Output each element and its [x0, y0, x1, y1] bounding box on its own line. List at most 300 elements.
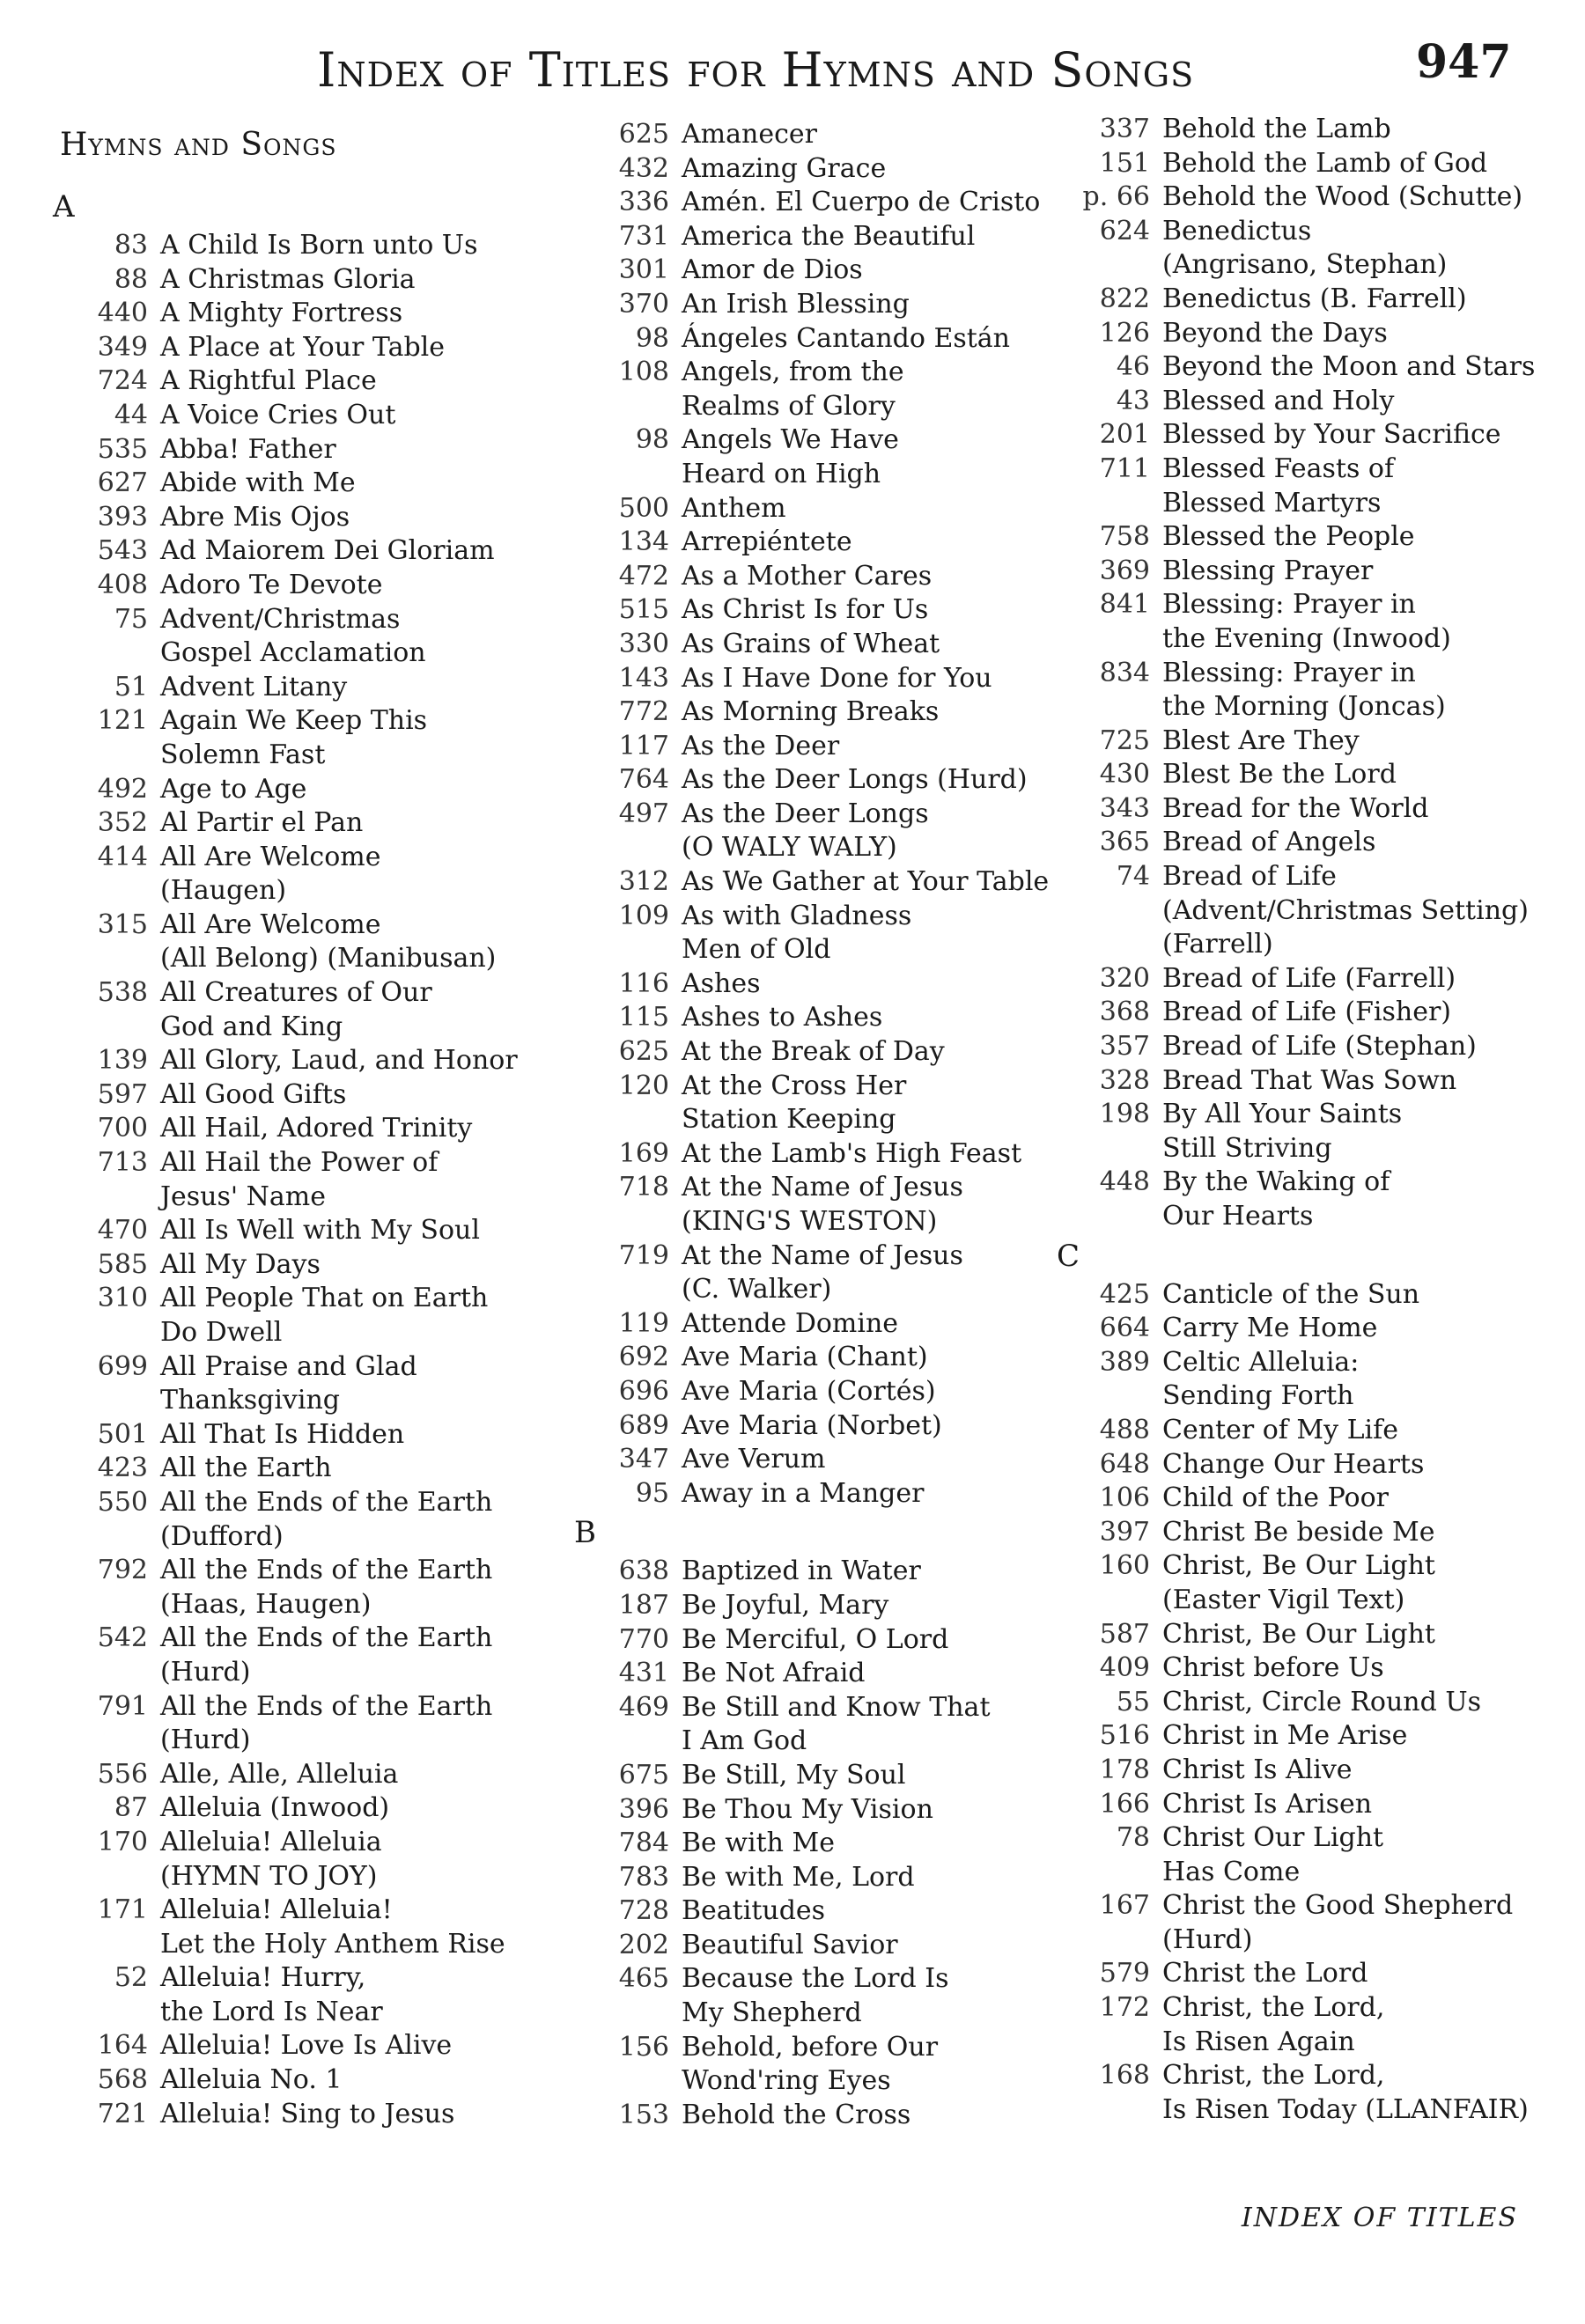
index-entry: [574, 1759, 1067, 1793]
hymn-title: Beautiful Savior: [682, 1929, 898, 1960]
hymn-title: By the Waking of Our Hearts: [1162, 1166, 1390, 1232]
hymn-title: Be Still, My Soul: [682, 1759, 906, 1791]
hymn-number: 156: [618, 2031, 669, 2063]
index-entry: [53, 1282, 546, 1350]
hymn-title: All Praise and Glad Thanksgiving: [160, 1350, 417, 1416]
hymn-title: Arrepiéntete: [682, 526, 852, 558]
hymn-number: 488: [1099, 1414, 1150, 1445]
hymn-title: All Creatures of Our God and King: [160, 977, 432, 1042]
hymn-title: Child of the Poor: [1162, 1482, 1390, 1514]
index-entry: [53, 1112, 546, 1146]
index-entry: [1057, 1030, 1550, 1064]
hymn-number: 368: [1099, 997, 1150, 1028]
hymn-title: Be with Me, Lord: [682, 1861, 915, 1893]
index-entry: [1057, 350, 1550, 385]
hymn-number: 718: [618, 1172, 669, 1203]
index-entry: [574, 1827, 1067, 1861]
index-entry: [574, 730, 1067, 764]
hymn-title: Blessing: Prayer in the Morning (Joncas): [1162, 657, 1446, 723]
hymn-number: 119: [618, 1307, 669, 1339]
hymn-title: Ave Verum: [682, 1444, 826, 1475]
hymn-title: A Rightful Place: [160, 365, 377, 397]
index-entry: [574, 662, 1067, 696]
hymn-number: 178: [1099, 1754, 1150, 1785]
hymn-title: Attende Domine: [682, 1307, 899, 1339]
hymn-number: p. 66: [1082, 181, 1150, 213]
hymn-title: Bread of Life (Advent/Christmas Setting) (Farrell): [1162, 861, 1529, 960]
index-entry: [53, 1826, 546, 1894]
hymn-number: 535: [97, 433, 148, 465]
hymn-number: 728: [618, 1895, 669, 1927]
hymn-title: Change Our Hearts: [1162, 1448, 1425, 1480]
index-entry: [574, 1477, 1067, 1511]
hymn-title: Advent Litany: [160, 671, 348, 702]
hymn-title: Behold, before Our Wond'ring Eyes: [682, 2031, 939, 2097]
index-entry: [574, 322, 1067, 357]
index-entry: [53, 1350, 546, 1418]
hymn-number: 187: [618, 1589, 669, 1621]
index-entry: [574, 220, 1067, 254]
hymn-title: Angels We Have Heard on High: [682, 424, 899, 489]
index-entry: [53, 2063, 546, 2098]
index-entry: [1057, 1651, 1550, 1686]
hymn-number: 543: [97, 535, 148, 567]
hymn-number: 109: [618, 900, 669, 931]
hymn-title: A Place at Your Table: [160, 331, 446, 363]
index-entry: [53, 569, 546, 603]
hymn-number: 409: [1099, 1652, 1150, 1684]
hymn-title: Be Still and Know That I Am God: [682, 1691, 991, 1757]
index-entry: [574, 2099, 1067, 2133]
index-entry: [1057, 860, 1550, 962]
index-entry: [574, 798, 1067, 865]
index-entry: [1057, 792, 1550, 827]
index-entry: [53, 1248, 546, 1283]
index-entry: [1057, 113, 1550, 147]
hymn-title: Bread of Life (Fisher): [1162, 997, 1452, 1028]
index-entry: [1057, 317, 1550, 351]
index-entry: [574, 2031, 1067, 2099]
hymn-title: At the Lamb's High Feast: [682, 1137, 1022, 1169]
hymn-title: All Good Gifts: [160, 1078, 347, 1110]
index-entry: [574, 1375, 1067, 1409]
hymn-number: 169: [618, 1137, 669, 1169]
hymn-number: 822: [1099, 283, 1150, 314]
hymn-title: All the Ends of the Earth (Hurd): [160, 1622, 493, 1688]
hymn-title: Blest Be the Lord: [1162, 759, 1397, 791]
hymn-number: 75: [114, 603, 148, 635]
hymn-title: Center of My Life: [1162, 1414, 1398, 1445]
index-entry: [1057, 555, 1550, 589]
index-entry: [53, 1961, 546, 2029]
hymn-number: 469: [618, 1691, 669, 1723]
hymn-number: 770: [618, 1623, 669, 1655]
hymn-number: 624: [1099, 215, 1150, 246]
hymn-title: At the Name of Jesus (C. Walker): [682, 1239, 963, 1305]
hymn-number: 841: [1099, 589, 1150, 621]
index-entry: [53, 1758, 546, 1792]
hymn-number: 143: [618, 662, 669, 694]
index-entry: [574, 1341, 1067, 1375]
hymn-number: 301: [618, 254, 669, 286]
index-entry: [53, 467, 546, 501]
hymn-number: 55: [1116, 1686, 1150, 1717]
hymn-title: Blessing Prayer: [1162, 555, 1374, 586]
hymn-title: All the Ends of the Earth (Hurd): [160, 1690, 493, 1756]
hymn-number: 784: [618, 1828, 669, 1859]
hymn-number: 713: [97, 1147, 148, 1179]
index-entry: [53, 1146, 546, 1214]
hymn-number: 370: [618, 288, 669, 320]
hymn-title: Because the Lord Is My Shepherd: [682, 1963, 949, 2029]
hymn-number: 772: [618, 696, 669, 728]
hymn-title: Beatitudes: [682, 1895, 826, 1927]
hymn-title: Celtic Alleluia: Sending Forth: [1162, 1346, 1360, 1412]
index-entry: [1057, 657, 1550, 724]
index-entry: [53, 1690, 546, 1758]
hymn-title: All Are Welcome (All Belong) (Manibusan): [160, 908, 497, 974]
hymn-title: A Christmas Gloria: [160, 263, 416, 295]
index-entry: [53, 908, 546, 976]
index-entry: [1057, 1278, 1550, 1313]
hymn-title: Al Partir el Pan: [160, 807, 364, 839]
index-entry: [574, 288, 1067, 322]
hymn-number: 397: [1099, 1516, 1150, 1548]
index-entry: [53, 704, 546, 772]
index-entry: [574, 1171, 1067, 1239]
hymn-title: Alleluia! Sing to Jesus: [160, 2098, 455, 2129]
index-entry: [574, 526, 1067, 560]
hymn-number: 396: [618, 1793, 669, 1825]
hymn-number: 719: [618, 1239, 669, 1271]
hymn-number: 115: [618, 1002, 669, 1033]
index-column-2: [574, 118, 1067, 2132]
hymn-title: All People That on Earth Do Dwell: [160, 1283, 489, 1348]
hymn-number: 834: [1099, 657, 1150, 688]
index-entry: [574, 560, 1067, 594]
hymn-number: 538: [97, 977, 148, 1009]
hymn-number: 117: [618, 730, 669, 761]
index-column-1: [53, 185, 546, 2131]
hymn-title: Benedictus (B. Farrell): [1162, 283, 1467, 314]
hymn-number: 638: [618, 1555, 669, 1587]
index-entry: [1057, 1719, 1550, 1754]
page-footer: INDEX OF TITLES: [1241, 2203, 1518, 2233]
index-entry: [574, 763, 1067, 798]
hymn-number: 568: [97, 2064, 148, 2096]
hymn-number: 98: [635, 424, 669, 456]
hymn-number: 465: [618, 1963, 669, 1995]
hymn-number: 51: [114, 671, 148, 702]
index-entry: [1057, 520, 1550, 555]
hymn-number: 134: [618, 526, 669, 558]
hymn-title: Be with Me: [682, 1828, 835, 1859]
hymn-title: Christ before Us: [1162, 1652, 1384, 1684]
hymn-title: Benedictus (Angrisano, Stephan): [1162, 215, 1448, 281]
index-entry: [1057, 724, 1550, 759]
hymn-number: 689: [618, 1409, 669, 1441]
index-entry: [1057, 385, 1550, 419]
hymn-title: Carry Me Home: [1162, 1313, 1378, 1344]
hymn-title: A Mighty Fortress: [160, 298, 403, 329]
index-entry: [574, 967, 1067, 1002]
hymn-title: Blessed Feasts of Blessed Martyrs: [1162, 452, 1395, 518]
hymn-title: As a Mother Cares: [682, 560, 933, 592]
hymn-number: 126: [1099, 317, 1150, 349]
hymn-title: Christ Is Arisen: [1162, 1788, 1373, 1820]
hymn-number: 312: [618, 866, 669, 898]
hymn-title: Ashes to Ashes: [682, 1002, 883, 1033]
hymn-number: 369: [1099, 555, 1150, 586]
index-column-3: [1057, 113, 1550, 2127]
hymn-number: 170: [97, 1826, 148, 1857]
hymn-number: 425: [1099, 1278, 1150, 1310]
hymn-number: 87: [114, 1792, 148, 1824]
hymn-number: 121: [97, 705, 148, 737]
index-entry: [53, 1078, 546, 1113]
hymn-title: Blessing: Prayer in the Evening (Inwood): [1162, 589, 1451, 654]
index-entry: [574, 1409, 1067, 1444]
index-entry: [574, 1035, 1067, 1070]
index-entry: [1057, 758, 1550, 792]
hymn-title: America the Beautiful: [682, 220, 976, 252]
index-entry: [53, 263, 546, 298]
hymn-number: 116: [618, 967, 669, 999]
index-entry: [53, 671, 546, 705]
index-entry: [574, 1861, 1067, 1895]
hymn-title: Be Thou My Vision: [682, 1793, 933, 1825]
hymn-title: As I Have Done for You: [682, 662, 992, 694]
hymn-number: 711: [1099, 452, 1150, 484]
hymn-title: A Child Is Born unto Us: [160, 230, 478, 261]
hymn-title: Ángeles Cantando Están: [682, 322, 1011, 354]
hymn-title: Ave Maria (Cortés): [682, 1375, 936, 1407]
hymn-number: 98: [635, 322, 669, 354]
hymn-title: Amanecer: [682, 119, 817, 150]
index-entry: [1057, 1821, 1550, 1889]
hymn-title: All Are Welcome (Haugen): [160, 841, 381, 907]
index-entry: [1057, 962, 1550, 997]
index-entry: [53, 229, 546, 263]
index-entry: [53, 1622, 546, 1689]
page-number: 947: [1416, 35, 1512, 89]
hymn-number: 470: [97, 1215, 148, 1247]
index-entry: [53, 841, 546, 908]
index-entry: [53, 399, 546, 433]
hymn-number: 74: [1116, 861, 1150, 893]
hymn-number: 792: [97, 1555, 148, 1586]
hymn-number: 365: [1099, 827, 1150, 858]
hymn-number: 472: [618, 560, 669, 592]
index-entry: [574, 900, 1067, 967]
hymn-title: Ad Maiorem Dei Gloriam: [160, 535, 495, 567]
index-entry: [1057, 1754, 1550, 1788]
index-entry: [1057, 1788, 1550, 1822]
index-entry: [1057, 588, 1550, 656]
hymn-title: Behold the Lamb: [1162, 114, 1391, 144]
hymn-title: As Grains of Wheat: [682, 628, 940, 659]
index-entry: [574, 492, 1067, 526]
index-entry: [53, 773, 546, 807]
index-entry: [1057, 418, 1550, 452]
hymn-title: Beyond the Days: [1162, 317, 1388, 349]
section-title: Hymns and Songs: [60, 127, 337, 163]
hymn-title: At the Break of Day: [682, 1036, 945, 1068]
hymn-number: 648: [1099, 1448, 1150, 1480]
hymn-title: All Is Well with My Soul: [160, 1215, 480, 1247]
hymn-number: 393: [97, 501, 148, 533]
hymn-title: Be Merciful, O Lord: [682, 1623, 949, 1655]
index-entry: [1057, 1064, 1550, 1099]
index-entry: [574, 1307, 1067, 1342]
hymn-number: 320: [1099, 962, 1150, 994]
index-entry: [574, 1239, 1067, 1307]
index-entry: [1057, 283, 1550, 317]
hymn-title: All That Is Hidden: [160, 1418, 405, 1450]
hymn-title: As Christ Is for Us: [682, 594, 929, 626]
hymn-title: As the Deer Longs (Hurd): [682, 764, 1028, 796]
hymn-title: All Hail, Adored Trinity: [160, 1113, 473, 1144]
index-entry: [53, 1791, 546, 1826]
index-entry: [574, 628, 1067, 662]
index-entry: [574, 356, 1067, 423]
hymn-number: 550: [97, 1486, 148, 1518]
hymn-number: 700: [97, 1113, 148, 1144]
hymn-number: 336: [618, 187, 669, 218]
hymn-title: Blest Are They: [1162, 724, 1360, 756]
hymn-title: Christ the Good Shepherd (Hurd): [1162, 1890, 1514, 1955]
hymn-number: 448: [1099, 1166, 1150, 1198]
hymn-number: 414: [97, 841, 148, 872]
hymn-number: 515: [618, 594, 669, 626]
hymn-title: Again We Keep This Solemn Fast: [160, 705, 428, 770]
hymn-number: 198: [1099, 1099, 1150, 1130]
hymn-title: All Hail the Power of Jesus' Name: [160, 1147, 439, 1212]
index-entry: [574, 186, 1067, 220]
hymn-number: 764: [618, 764, 669, 796]
hymn-number: 675: [618, 1759, 669, 1791]
index-entry: [53, 364, 546, 399]
hymn-number: 501: [97, 1418, 148, 1450]
hymn-number: 43: [1116, 385, 1150, 416]
hymn-number: 692: [618, 1342, 669, 1373]
hymn-title: Bread for the World: [1162, 792, 1429, 824]
hymn-title: As with Gladness Men of Old: [682, 900, 912, 966]
index-entry: [1057, 1414, 1550, 1448]
hymn-number: 389: [1099, 1346, 1150, 1378]
hymn-title: Christ Be beside Me: [1162, 1516, 1435, 1548]
hymn-title: Christ, Circle Round Us: [1162, 1686, 1482, 1717]
index-entry: [1057, 1098, 1550, 1166]
hymn-number: 585: [97, 1248, 148, 1280]
index-entry: [1057, 1618, 1550, 1652]
index-entry: [53, 976, 546, 1044]
index-entry: [53, 534, 546, 569]
hymn-title: Bread of Life (Stephan): [1162, 1031, 1477, 1063]
hymn-number: 330: [618, 628, 669, 659]
hymn-number: 337: [1099, 114, 1150, 144]
index-entry: [1057, 826, 1550, 860]
index-entry: [53, 1214, 546, 1248]
hymn-number: 347: [618, 1444, 669, 1475]
hymn-title: Behold the Cross: [682, 2099, 911, 2130]
hymn-number: 440: [97, 298, 148, 329]
hymn-title: As Morning Breaks: [682, 696, 940, 728]
hymn-number: 696: [618, 1375, 669, 1407]
hymn-title: Amazing Grace: [682, 152, 887, 184]
index-entry: [574, 1070, 1067, 1137]
hymn-number: 432: [618, 152, 669, 184]
hymn-number: 52: [114, 1962, 148, 1994]
hymn-title: Ashes: [682, 967, 761, 999]
index-entry: [53, 433, 546, 467]
hymn-number: 664: [1099, 1313, 1150, 1344]
index-entry: [53, 1486, 546, 1554]
index-entry: [1057, 1889, 1550, 1957]
hymn-number: 164: [97, 2030, 148, 2062]
hymn-number: 556: [97, 1758, 148, 1790]
index-entry: [53, 1418, 546, 1452]
hymn-title: An Irish Blessing: [682, 288, 910, 320]
hymn-number: 166: [1099, 1788, 1150, 1820]
hymn-title: Anthem: [682, 492, 786, 524]
index-entry: [574, 1962, 1067, 2030]
hymn-number: 108: [618, 357, 669, 388]
index-entry: [574, 593, 1067, 628]
hymn-number: 168: [1099, 2060, 1150, 2092]
hymn-title: Bread of Angels: [1162, 827, 1376, 858]
hymn-number: 500: [618, 492, 669, 524]
hymn-number: 721: [97, 2098, 148, 2129]
index-entry: [574, 1589, 1067, 1623]
hymn-number: 167: [1099, 1890, 1150, 1922]
hymn-title: Alleluia! Alleluia (HYMN TO JOY): [160, 1826, 382, 1892]
hymn-title: Be Not Afraid: [682, 1658, 866, 1689]
hymn-number: 160: [1099, 1550, 1150, 1582]
index-entry: [1057, 1346, 1550, 1414]
hymn-number: 758: [1099, 521, 1150, 553]
index-entry: [1057, 1686, 1550, 1720]
index-entry: [1057, 1482, 1550, 1516]
hymn-number: 627: [97, 467, 148, 499]
hymn-number: 88: [114, 263, 148, 295]
index-entry: [574, 423, 1067, 491]
hymn-number: 153: [618, 2099, 669, 2130]
hymn-number: 310: [97, 1283, 148, 1314]
index-entry: [574, 1443, 1067, 1477]
hymn-title: Alleluia! Love Is Alive: [160, 2030, 453, 2062]
hymn-title: Amén. El Cuerpo de Cristo: [682, 187, 1041, 218]
hymn-title: Alleluia! Hurry, the Lord Is Near: [160, 1962, 383, 2027]
hymn-title: All Glory, Laud, and Honor: [160, 1045, 518, 1077]
hymn-title: Alleluia! Alleluia! Let the Holy Anthem Rise: [160, 1894, 505, 1960]
hymn-title: A Voice Cries Out: [160, 399, 396, 430]
hymn-number: 625: [618, 119, 669, 150]
index-entry: [1057, 1312, 1550, 1346]
letter-heading: B: [574, 1515, 596, 1551]
hymn-title: Alle, Alle, Alleluia: [160, 1758, 399, 1790]
hymn-number: 725: [1099, 724, 1150, 756]
hymn-title: All My Days: [160, 1248, 321, 1280]
hymn-title: Adoro Te Devote: [160, 569, 383, 600]
index-entry: [1057, 1166, 1550, 1233]
hymn-title: Bread That Was Sown: [1162, 1064, 1457, 1096]
hymn-number: 151: [1099, 147, 1150, 179]
index-entry: [53, 603, 546, 671]
index-entry: [53, 2098, 546, 2132]
hymn-title: As We Gather at Your Table: [682, 866, 1050, 898]
hymn-number: 430: [1099, 759, 1150, 791]
